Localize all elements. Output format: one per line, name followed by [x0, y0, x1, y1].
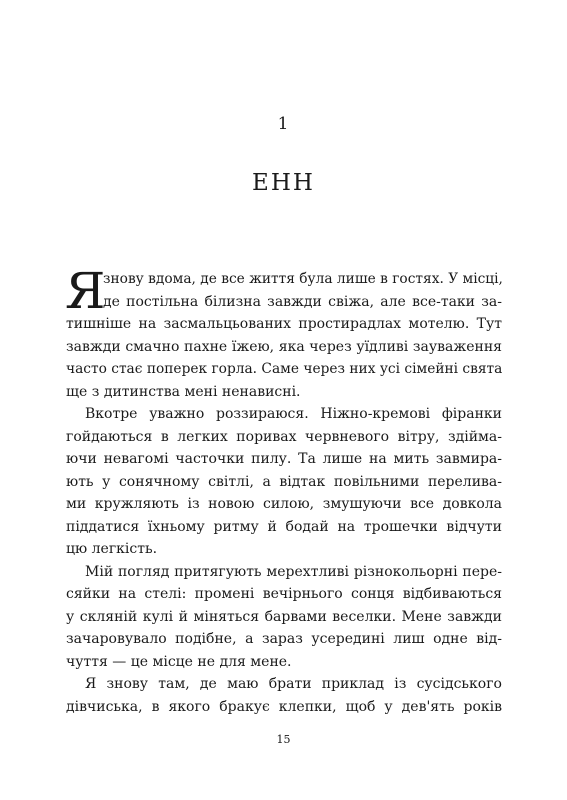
text-line: ючи невагомі часточки пилу. Та лише на мить завмира- [66, 451, 502, 467]
text-line: Мій погляд притягують мерехтливі різнокольорні пере- [85, 563, 502, 580]
text-line: Я знову там, де маю брати приклад із сусідського [85, 676, 502, 692]
text-line: Вкотре уважно роззираюся. Ніжно-кремові фіранки [85, 406, 502, 422]
text-line: чуття — це місце не для мене. [66, 653, 292, 670]
drop-cap: Я [65, 262, 106, 320]
text-line: часто стає поперек горла. Саме через них усі сімейні свята [66, 361, 503, 377]
text-line: тишніше на засмальцьованих простирадлах мотелю. Тут [66, 316, 502, 332]
text-line: завжди смачно пахне їжею, яка через уїдливі зауваження [66, 338, 502, 355]
text-line: де постільна білизна завжди свіжа, але все-таки за- [103, 293, 502, 310]
text-line: дівчиська, в якого бракує клепки, щоб у дев'ять років [66, 698, 502, 715]
chapter-title: ЕНН [252, 170, 315, 196]
body-text [65, 262, 503, 718]
text-line: знову вдома, де все життя була лише в гостях. У місці, [103, 271, 503, 287]
page-number: 15 [276, 733, 291, 746]
chapter-number: 1 [277, 114, 290, 134]
text-line: гойдаються в легких поривах червневого вітру, здійма- [66, 428, 502, 445]
text-line: у скляній кулі й міняться барвами веселки. Мене завжди [66, 608, 502, 625]
text-line: сяйки на стелі: промені вечірнього сонця відбиваються [66, 586, 502, 602]
text-line: зачаровувало подібне, а зараз усередині лиш одне від- [66, 631, 502, 647]
text-line: ють у сонячному світлі, а відтак повільними перелива- [66, 473, 502, 490]
text-line: піддатися їхньому ритму й бодай на трошечки відчути [66, 518, 502, 535]
text-line: цю легкість. [66, 541, 158, 557]
text-line: ми кружляють із новою силою, змушуючи все довкола [66, 496, 502, 512]
text-line: ще з дитинства мені ненависні. [66, 383, 301, 400]
